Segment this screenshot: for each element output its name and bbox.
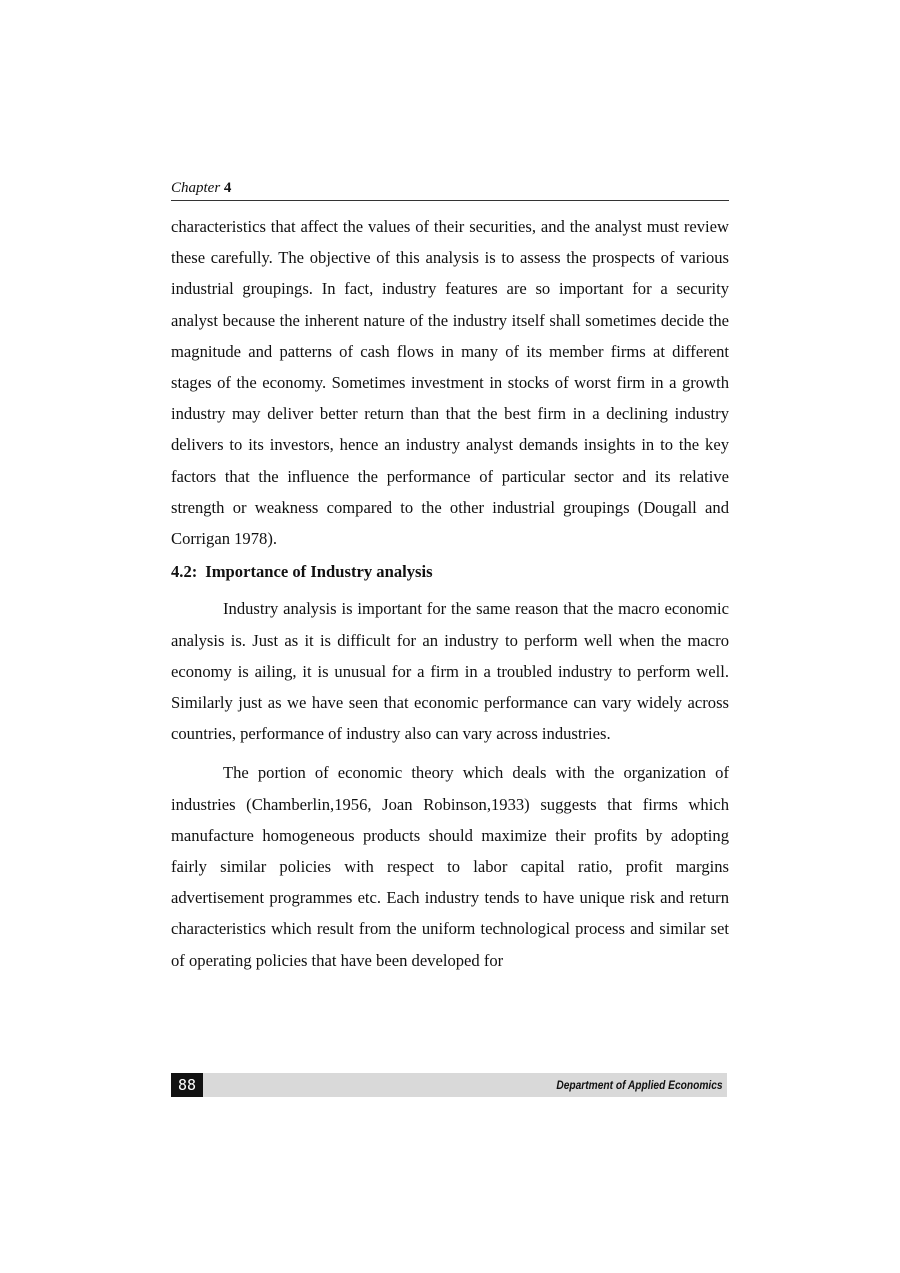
- paragraph-continuation: characteristics that affect the values of their securities, and the analyst must review these carefully. The objective of this analysis is to assess the prospects of various industrial groupings. In fact, industry features are so important for a security analyst because the inherent nature of the industry itself shall sometimes decide the magnitude and patterns of cash flows in many of its member firms at different stages of the economy. Sometimes investment in stocks of worst firm in a growth industry may deliver better return than that the best firm in a declining industry delivers to its investors, hence an industry analyst demands insights in to the key factors that the influence the performance of particular sector and its relative strength or weakness compared to the other industrial groupings (Dougall and Corrigan 1978).: [171, 217, 729, 549]
- paragraph-economic-theory: The portion of economic theory which deals with the organization of industries (Chamberlin,1956, Joan Robinson,1933) suggests that firms which manufacture homogeneous products should maximize their profits by adopting fairly similar policies with respect to labor capital ratio, profit margins advertisement programmes etc. Each industry tends to have unique risk and return characteristics which result from the uniform technological process and similar set of operating policies that have been developed for: [171, 763, 729, 970]
- page-footer: [171, 1073, 727, 1097]
- page-number: 88: [171, 1073, 203, 1097]
- chapter-label: Chapter: [171, 180, 221, 196]
- section-number: 4.2:: [171, 562, 198, 582]
- section-title: Importance of Industry analysis: [205, 562, 433, 582]
- page-body: [171, 211, 729, 976]
- page-header: [171, 180, 729, 201]
- paragraph-importance: Industry analysis is important for the same reason that the macro economic analysis is. Just as it is difficult for an industry to perform well when the macro economy is ailing, it is unusual for a firm in a troubled industry to perform well. Similarly just as we have seen that economic performance can vary widely across countries, performance of industry also can vary across industries.: [171, 599, 729, 744]
- section-heading: [171, 556, 729, 587]
- chapter-number: 4: [223, 180, 232, 196]
- department-name: Department of Applied Economics: [556, 1078, 723, 1092]
